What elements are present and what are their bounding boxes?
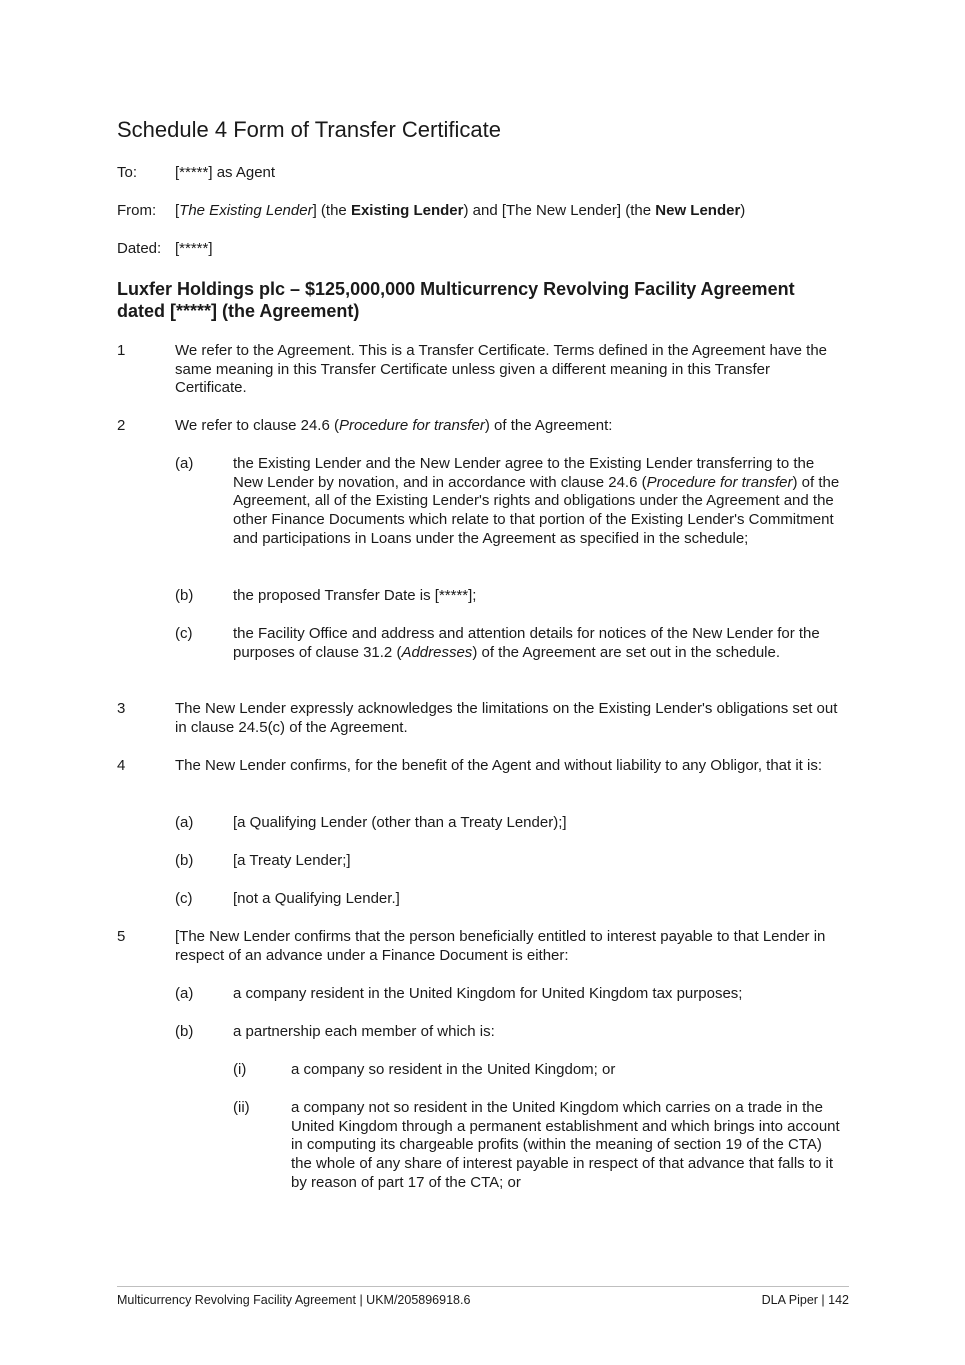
subclause-number: (b) — [175, 1023, 194, 1040]
clause-5bi-text: a company so resident in the United Kingdom; or — [291, 1061, 616, 1078]
clause-2c-text: the Facility Office and address and attention details for notices of the New Lender for the purposes of clause 31.2 (Addresses) of the Agreement are set out in the schedule. — [233, 625, 820, 661]
page-title: Schedule 4 Form of Transfer Certificate — [117, 117, 501, 142]
clause-3-text: The New Lender expressly acknowledges the limitations on the Existing Lender's obligations set out in clause 24.5(c) of the Agreement. — [175, 700, 838, 736]
clause-2a-text: the Existing Lender and the New Lender agree to the Existing Lender transferring to the New Lender by novation, and in accordance with clause 24.6 (Procedure for transfer) of the Agreement, all of the Existing Lender's rights and obligations under the Agreement and the other Finance Documents which relate to that portion of the Existing Lender's Commitment and participations in Loans under the Agreement as specified in the schedule; — [233, 455, 840, 547]
clause-1-text: We refer to the Agreement. This is a Transfer Certificate. Terms defined in the Agreement have the same meaning in this Transfer Certificate unless given a different meaning in this Transfer Certificate. — [175, 342, 828, 397]
dated-value: [*****] — [175, 240, 213, 257]
dated-label: Dated: — [117, 240, 162, 257]
clause-number: 1 — [117, 342, 126, 359]
clause-5-text: [The New Lender confirms that the person beneficially entitled to interest payable to that Lender in respect of an advance under a Finance Document is either: — [175, 928, 826, 964]
clause-4-text: The New Lender confirms, for the benefit of the Agent and without liability to any Obligor, that it is: — [175, 757, 823, 774]
subclause-number: (a) — [175, 814, 194, 831]
from-label: From: — [117, 202, 157, 219]
clause-number: 2 — [117, 417, 126, 434]
footer-right: DLA Piper | 142 — [761, 1293, 849, 1307]
to-label: To: — [117, 164, 138, 181]
dated-line — [117, 239, 213, 258]
agreement-heading: Luxfer Holdings plc – $125,000,000 Multicurrency Revolving Facility Agreement dated [*****] (the Agreement) — [117, 279, 795, 321]
clause-number: 4 — [117, 757, 126, 774]
existing-lender-defined-term: Existing Lender — [350, 202, 464, 219]
clause-4a-text: [a Qualifying Lender (other than a Treaty Lender);] — [233, 814, 567, 831]
clause-number: 5 — [117, 928, 126, 945]
clause-number: 3 — [117, 700, 126, 717]
clause-2b-text: the proposed Transfer Date is [*****]; — [233, 587, 477, 604]
clause-2-text: We refer to clause 24.6 (Procedure for transfer) of the Agreement: — [175, 417, 613, 434]
subclause-number: (ii) — [233, 1099, 250, 1116]
subclause-number: (i) — [233, 1061, 247, 1078]
from-line: From: [The Existing Lender] (the Existing Lender) and [The New Lender] (the New Lender) — [117, 202, 746, 219]
subclause-number: (a) — [175, 455, 194, 472]
footer-left: Multicurrency Revolving Facility Agreement | UKM/205896918.6 — [117, 1293, 471, 1307]
clause-4c-text: [not a Qualifying Lender.] — [233, 890, 400, 907]
clause-5bii-text: a company not so resident in the United Kingdom which carries on a trade in the United Kingdom through a permanent establishment and which brings into account in computing its chargeable profits (within the meaning of section 19 of the CTA) the whole of any share of interest payable in respect of that advance that falls to it by reason of part 17 of the CTA; or — [291, 1099, 840, 1191]
clause-5b-text: a partnership each member of which is: — [233, 1023, 495, 1040]
footer-divider — [117, 1286, 849, 1287]
subclause-number: (b) — [175, 852, 194, 869]
subclause-number: (b) — [175, 587, 194, 604]
to-value: [*****] as Agent — [175, 164, 276, 181]
clause-5a-text: a company resident in the United Kingdom for United Kingdom tax purposes; — [233, 985, 743, 1002]
existing-lender-italic: The Existing Lender — [179, 202, 313, 219]
clause-4b-text: [a Treaty Lender;] — [233, 852, 351, 869]
new-lender-defined-term: New Lender — [655, 202, 741, 219]
subclause-number: (c) — [175, 625, 193, 642]
subclause-number: (c) — [175, 890, 193, 907]
subclause-number: (a) — [175, 985, 194, 1002]
to-line — [117, 163, 275, 182]
